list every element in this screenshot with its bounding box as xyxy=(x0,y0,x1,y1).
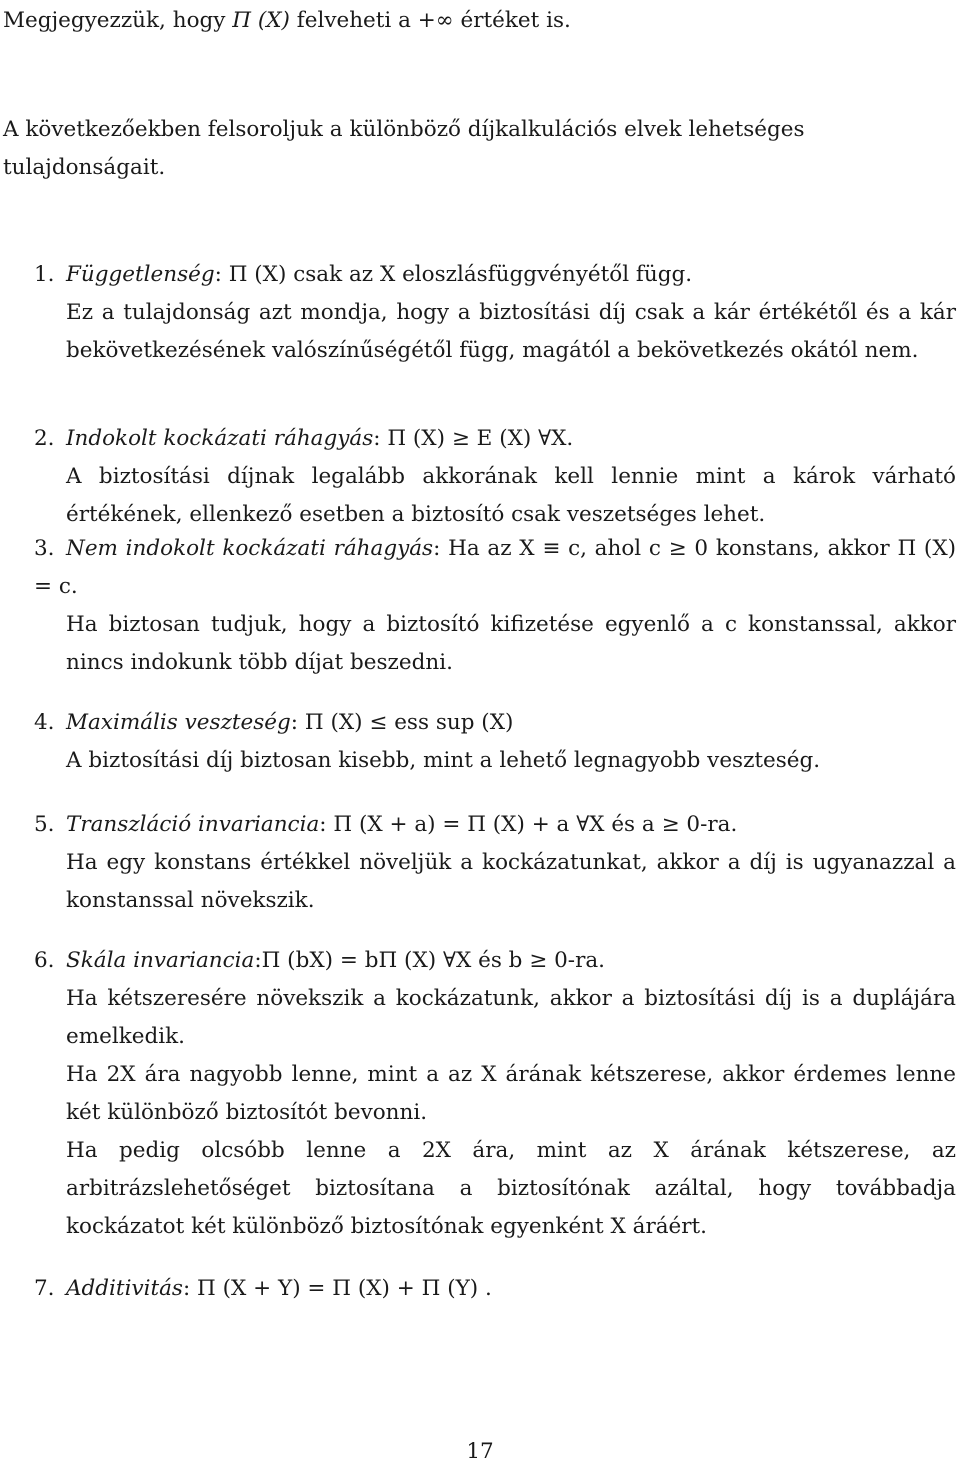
property-explanation: A biztosítási díj biztosan kisebb, mint a lehető legnagyobb veszteség. xyxy=(66,748,821,773)
property-name: Skála invariancia xyxy=(66,948,255,973)
property-heading xyxy=(34,806,956,844)
property-formula: : Π (X) ≤ ess sup (X) xyxy=(290,710,514,735)
property-name: Indokolt kockázati ráhagyás xyxy=(66,426,374,451)
property-number: 7. xyxy=(34,1276,55,1301)
intro-paragraph: A következőekben felsoroljuk a különböző díjkalkulációs elvek lehetséges tulajdonságait. xyxy=(3,117,805,180)
property-explanation: Ha pedig olcsóbb lenne a 2X ára, mint az X árának kétszerese, az arbitrázslehetőséget biztosítana a biztosítónak azáltal, hogy továbbadja kockázatot két különböző biztosítónak egyenként X áráért. xyxy=(66,1138,956,1239)
property-formula: : Π (X) csak az X eloszlásfüggvényétől függ. xyxy=(214,262,693,287)
property-number: 1. xyxy=(34,262,55,287)
property-heading xyxy=(34,530,956,606)
page-number: 17 xyxy=(466,1439,494,1464)
property-number: 3. xyxy=(34,536,55,561)
property-number: 5. xyxy=(34,812,55,837)
property-number: 6. xyxy=(34,948,55,973)
property-item-4 xyxy=(34,704,956,780)
property-item-5 xyxy=(34,806,956,920)
property-item-7 xyxy=(34,1270,956,1308)
property-number: 4. xyxy=(34,710,55,735)
property-formula: : Π (X + Y) = Π (X) + Π (Y) . xyxy=(182,1276,492,1301)
intro-text-a: Megjegyezzük, hogy xyxy=(3,8,233,33)
property-heading xyxy=(34,942,956,980)
property-name: Additivitás xyxy=(66,1276,183,1301)
property-item-2 xyxy=(34,420,956,534)
property-explanation: Ha 2X ára nagyobb lenne, mint a az X árának kétszerese, akkor érdemes lenne két különböző biztosítót bevonni. xyxy=(66,1062,956,1125)
intro-math: Π (X) xyxy=(232,8,290,33)
property-explanation: Ha biztosan tudjuk, hogy a biztosító kifizetése egyenlő a c konstanssal, akkor nincs indokunk több díjat beszedni. xyxy=(66,612,956,675)
property-item-6 xyxy=(34,942,956,1246)
intro-text-b: felveheti a +∞ értéket is. xyxy=(289,8,571,33)
property-name: Nem indokolt kockázati ráhagyás xyxy=(66,536,434,561)
property-item-3 xyxy=(34,530,956,682)
property-name: Maximális veszteség xyxy=(66,710,291,735)
property-item-1 xyxy=(34,256,956,370)
property-formula: : Π (X) ≥ E (X) ∀X. xyxy=(373,426,574,451)
property-heading xyxy=(34,420,956,458)
property-name: Transzláció invariancia xyxy=(66,812,320,837)
property-formula: :Π (bX) = bΠ (X) ∀X és b ≥ 0-ra. xyxy=(254,948,606,973)
intro-line-1 xyxy=(3,2,943,40)
property-explanation: Ha kétszeresére növekszik a kockázatunk, akkor a biztosítási díj is a duplájára emelkedik. xyxy=(66,986,956,1049)
property-formula: : Ha az X ≡ c, ahol c ≥ 0 konstans, akkor Π (X) = c. xyxy=(34,536,957,599)
property-formula: : Π (X + a) = Π (X) + a ∀X és a ≥ 0-ra. xyxy=(319,812,738,837)
property-heading xyxy=(34,256,956,294)
property-number: 2. xyxy=(34,426,55,451)
property-heading xyxy=(34,1270,956,1308)
property-explanation: Ez a tulajdonság azt mondja, hogy a biztosítási díj csak a kár értékétől és a kár bekövetkezésének valószínűségétől függ, magától a bekövetkezés okától nem. xyxy=(66,300,956,363)
property-name: Függetlenség xyxy=(66,262,215,287)
property-heading xyxy=(34,704,956,742)
property-explanation: Ha egy konstans értékkel növeljük a kockázatunkat, akkor a díj is ugyanazzal a konstanssal növekszik. xyxy=(66,850,956,913)
property-explanation: A biztosítási díjnak legalább akkorának kell lennie mint a károk várható értékének, ellenkező esetben a biztosító csak veszetséges lehet. xyxy=(66,464,956,527)
